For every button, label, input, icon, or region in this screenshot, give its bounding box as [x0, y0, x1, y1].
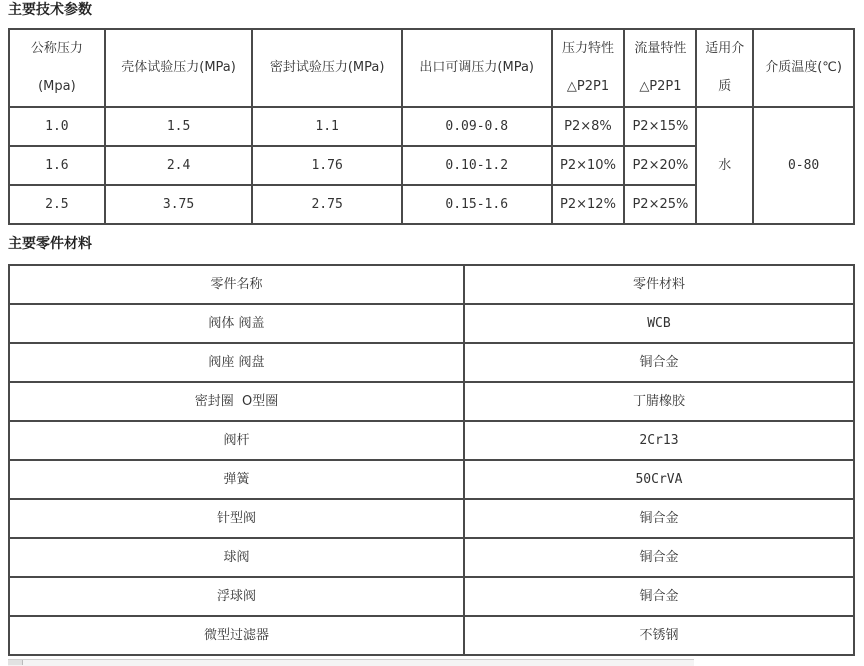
cell-outlet: 0.09-0.8 — [402, 107, 552, 146]
cell-shell: 2.4 — [105, 146, 253, 185]
header-medium-temperature: 介质温度(℃) — [753, 29, 854, 107]
cell-part-material: 铜合金 — [464, 499, 854, 538]
cell-pressure-char: P2×10% — [552, 146, 625, 185]
parts-row — [9, 616, 854, 655]
cell-outlet: 0.10-1.2 — [402, 146, 552, 185]
parts-row — [9, 577, 854, 616]
tech-row — [9, 107, 854, 146]
cell-seal: 2.75 — [252, 185, 402, 224]
header-shell-test-pressure: 壳体试验压力(MPa) — [105, 29, 253, 107]
cell-seal: 1.1 — [252, 107, 402, 146]
parts-row — [9, 460, 854, 499]
header-flow-char-line1: 流量特性 — [634, 41, 687, 56]
cell-part-material: 2Cr13 — [464, 421, 854, 460]
header-part-material: 零件材料 — [464, 265, 854, 304]
cell-flow-char: P2×15% — [624, 107, 696, 146]
tech-params-table — [8, 28, 855, 225]
header-nominal-line2: (Mpa) — [38, 79, 76, 94]
header-part-name: 零件名称 — [9, 265, 464, 304]
parts-materials-title: 主要零件材料 — [8, 236, 92, 252]
cell-part-name: 微型过滤器 — [9, 616, 464, 655]
header-seal-test-pressure: 密封试验压力(MPa) — [252, 29, 402, 107]
cell-shell: 1.5 — [105, 107, 253, 146]
cell-part-name: 球阀 — [9, 538, 464, 577]
cell-nominal: 2.5 — [9, 185, 105, 224]
cell-pressure-char: P2×8% — [552, 107, 625, 146]
cell-part-material: 铜合金 — [464, 538, 854, 577]
parts-row — [9, 343, 854, 382]
parts-row — [9, 382, 854, 421]
header-pressure-char-line2: △P2P1 — [566, 79, 610, 94]
parts-row — [9, 421, 854, 460]
cell-part-material: 不锈钢 — [464, 616, 854, 655]
cell-shell: 3.75 — [105, 185, 253, 224]
parts-header-row — [9, 265, 854, 304]
cell-outlet: 0.15-1.6 — [402, 185, 552, 224]
cell-temperature: 0-80 — [753, 107, 854, 224]
cell-part-name: 浮球阀 — [9, 577, 464, 616]
cell-pressure-char: P2×12% — [552, 185, 625, 224]
header-nominal-pressure — [9, 29, 105, 107]
cell-part-name: 阀体 阀盖 — [9, 304, 464, 343]
header-pressure-characteristic — [552, 29, 625, 107]
cell-medium: 水 — [696, 107, 753, 224]
cell-part-name: 密封圈 O型圈 — [9, 382, 464, 421]
cell-part-material: 丁腈橡胶 — [464, 382, 854, 421]
cell-part-material: 铜合金 — [464, 577, 854, 616]
header-outlet-pressure: 出口可调压力(MPa) — [402, 29, 552, 107]
cell-part-material: 50CrVA — [464, 460, 854, 499]
cell-flow-char: P2×25% — [624, 185, 696, 224]
parts-row — [9, 304, 854, 343]
cell-nominal: 1.6 — [9, 146, 105, 185]
cell-nominal: 1.0 — [9, 107, 105, 146]
cell-seal: 1.76 — [252, 146, 402, 185]
scroll-left-button[interactable] — [8, 660, 23, 665]
parts-materials-table — [8, 264, 855, 656]
parts-row — [9, 538, 854, 577]
cell-part-material: WCB — [464, 304, 854, 343]
header-medium-line2: 质 — [718, 79, 732, 94]
tech-header-row — [9, 29, 854, 107]
header-pressure-char-line1: 压力特性 — [561, 41, 614, 56]
cell-part-material: 铜合金 — [464, 343, 854, 382]
cell-part-name: 阀座 阀盘 — [9, 343, 464, 382]
cell-flow-char: P2×20% — [624, 146, 696, 185]
parts-row — [9, 499, 854, 538]
cell-part-name: 阀杆 — [9, 421, 464, 460]
header-medium — [696, 29, 753, 107]
header-medium-line1: 适用介 — [705, 41, 745, 56]
cell-part-name: 弹簧 — [9, 460, 464, 499]
cell-part-name: 针型阀 — [9, 499, 464, 538]
tech-params-title: 主要技术参数 — [8, 2, 92, 18]
header-flow-char-line2: △P2P1 — [639, 79, 682, 94]
header-nominal-line1: 公称压力 — [30, 41, 83, 56]
header-flow-characteristic — [624, 29, 696, 107]
